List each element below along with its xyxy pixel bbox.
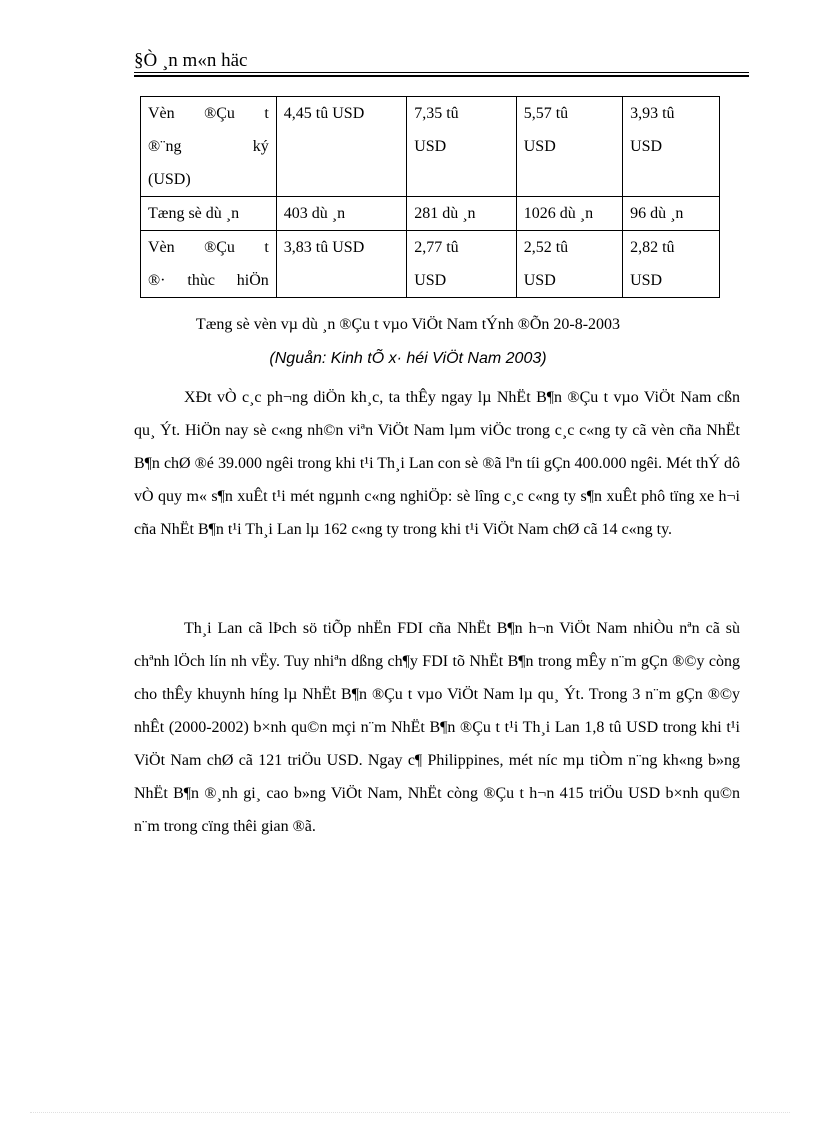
table-row <box>141 197 720 231</box>
table-cell <box>276 197 406 231</box>
investment-table <box>140 96 720 298</box>
cell-line: USD <box>414 138 447 155</box>
cell-line: USD <box>523 272 556 289</box>
cell-line: 2,52 tû <box>523 239 569 256</box>
cell-line: 5,57 tû <box>523 105 569 122</box>
table-cell <box>623 97 720 197</box>
cell-line: 403 dù ¸n <box>283 205 346 222</box>
header-rule-thick <box>134 75 749 77</box>
table-cell <box>516 231 622 298</box>
label-line: (USD) <box>148 171 191 188</box>
table-row <box>141 97 720 197</box>
cell-line: 1026 dù ¸n <box>523 205 594 222</box>
table-caption: Tæng sè vèn vµ dù ¸n ®Çu t vµo ViÖt Nam tÝnh ®Õn 20-8-2003 <box>195 316 621 333</box>
cell-line <box>414 97 509 130</box>
table-cell <box>623 231 720 298</box>
label-line: ®· thùc hiÖn <box>148 272 269 289</box>
body-paragraph: XÐt vÒ c¸c ph¬ng diÖn kh¸c, ta thÊy ngay lµ NhËt B¶n ®Çu t vµo ViÖt Nam cßn qu¸ Ýt. HiÖn nay sè c«ng nh©n viªn ViÖt Nam lµm viÖc trong c¸c c«ng ty cã vèn cña NhËt B¶n chØ ®é 39.000 ngêi trong khi t¹i Th¸i Lan con sè ®ã lªn tíi gÇn 400.000 ngêi. Mét thÝ dô vÒ quy m« s¶n xuÊt t¹i mét ngµnh c«ng nghiÖp: sè lîng c¸c c«ng ty s¶n xuÊt phô tïng xe h¬i cña NhËt B¶n t¹i Th¸i Lan lµ 162 c«ng ty trong khi t¹i ViÖt Nam chØ cã 14 c«ng ty. <box>134 389 740 538</box>
label-line: Tæng sè dù ¸n <box>148 205 240 222</box>
table-cell <box>407 231 517 298</box>
cell-line: 2,82 tû <box>630 239 675 256</box>
row-label <box>141 97 277 197</box>
table-cell <box>516 97 622 197</box>
row-label <box>141 231 277 298</box>
cell-line: 2,77 tû <box>414 239 459 256</box>
cell-value: 7,35 tû <box>414 105 459 122</box>
table-cell <box>516 197 622 231</box>
table-cell <box>276 231 406 298</box>
page-bottom-border <box>30 1112 790 1113</box>
label-line: Vèn ®Çu t <box>148 239 269 256</box>
body-paragraph: Th¸i Lan cã lÞch sö tiÕp nhËn FDI cña NhËt B¶n h¬n ViÖt Nam nhiÒu nªn cã sù chªnh lÖch lín nh vËy. Tuy nhiªn dßng ch¶y FDI tõ NhËt B¶n trong mÊy n¨m gÇn ®©y còng cho thÊy khuynh híng lµ NhËt B¶n ®Çu t vµo ViÖt Nam lµ qu¸ Ýt. Trong 3 n¨m gÇn ®©y nhÊt (2000-2002) b×nh qu©n mçi n¨m NhËt B¶n ®Çu t t¹i Th¸i Lan 1,8 tû USD trong khi t¹i ViÖt Nam chØ cã 121 triÖu USD. Ngay c¶ Philippines, mét níc mµ tiÒm n¨ng kh«ng b»ng NhËt B¶n ®¸nh gi¸ cao b»ng ViÖt Nam, NhËt còng ®Çu t h¬n 415 triÖu USD b×nh qu©n n¨m trong cïng thêi gian ®ã. <box>134 620 740 835</box>
cell-line: 96 dù ¸n <box>630 205 684 222</box>
cell-line: USD <box>630 272 663 289</box>
cell-line: USD <box>414 272 447 289</box>
table-cell <box>623 197 720 231</box>
table-cell <box>276 97 406 197</box>
cell-line: 4,45 tû USD <box>283 105 365 122</box>
header-rule-thin <box>134 72 749 73</box>
cell-line: USD <box>523 138 556 155</box>
label-line: Vèn ®Çu t <box>148 105 269 122</box>
table-source: (Nguån: Kinh tÕ x· héi ViÖt Nam 2003) <box>269 350 547 367</box>
table-cell <box>407 97 517 197</box>
table-row <box>141 231 720 298</box>
cell-line: USD <box>630 138 663 155</box>
row-label <box>141 197 277 231</box>
table-cell <box>407 197 517 231</box>
label-line: ®¨ng ký <box>148 138 269 155</box>
page-header-title: §Ò ¸n m«n häc <box>134 50 248 71</box>
cell-line: 3,93 tû <box>630 105 675 122</box>
cell-line: 281 dù ¸n <box>414 205 476 222</box>
cell-line: 3,83 tû USD <box>283 239 365 256</box>
